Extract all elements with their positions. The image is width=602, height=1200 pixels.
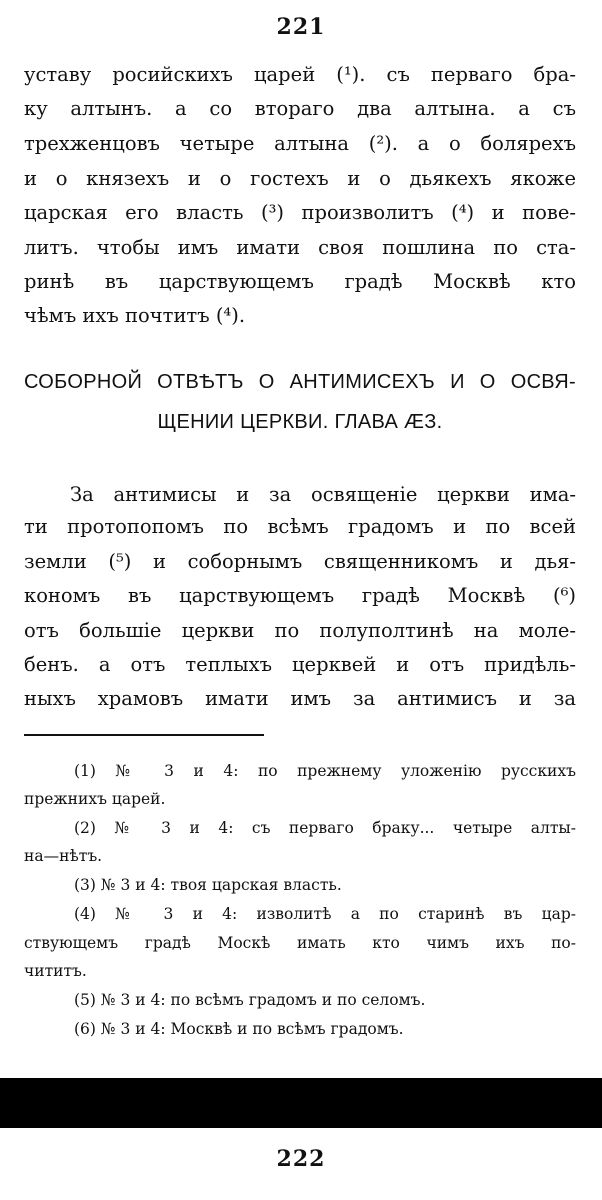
paragraph-line: За антимисы и за освященіе церкви има- <box>70 483 576 506</box>
body-line: царская его власть (³) произволитъ (⁴) и пове- <box>24 201 576 224</box>
body-line: ку алтынъ. а со втораго два алтына. а съ <box>24 97 576 120</box>
paragraph-line: земли (⁵) и соборнымъ священникомъ и дья- <box>24 550 576 573</box>
body-line: литъ. чтобы имъ имати своя пошлина по ста- <box>24 236 576 259</box>
footnote-3: (3) № 3 и 4: твоя царская власть. <box>74 876 342 894</box>
chapter-heading-line2: ЩЕНИИ ЦЕРКВИ. ГЛАВА ӔЗ. <box>157 411 443 433</box>
paragraph-line: кономъ въ царствующемъ градѣ Москвѣ (⁶) <box>24 584 576 607</box>
paragraph-line: ныхъ храмовъ имати имъ за антимисъ и за <box>24 687 576 710</box>
footnote-2: (2) № 3 и 4: съ перваго браку... четыре алты- <box>74 819 576 837</box>
footnote-4-cont: ствующемъ градѣ Москѣ имать кто чимъ ихъ по- <box>24 934 576 952</box>
paragraph-line: ти протопопомъ по всѣмъ градомъ и по всей <box>24 515 576 538</box>
footnote-1-cont: прежнихъ царей. <box>24 790 166 808</box>
footnote-2-cont: на—нѣтъ. <box>24 847 103 865</box>
page-number-top: 221 <box>276 14 326 40</box>
page-number-bottom: 222 <box>276 1146 326 1172</box>
body-line: и о князехъ и о гостехъ и о дьякехъ якоже <box>24 167 576 190</box>
cut-off-text <box>24 1190 576 1200</box>
paragraph-line: отъ большіе церкви по полуполтинѣ на моле- <box>24 619 576 642</box>
paragraph-line: бенъ. а отъ теплыхъ церквей и отъ придѣль- <box>24 653 576 676</box>
body-line: ринѣ въ царствующемъ градѣ Москвѣ кто <box>24 270 576 293</box>
footnote-5: (5) № 3 и 4: по всѣмъ градомъ и по селомъ. <box>74 991 426 1009</box>
footnote-4-cont2: чититъ. <box>24 962 87 980</box>
footnote-rule <box>24 734 264 736</box>
body-line: уставу росийскихъ царей (¹). съ перваго бра- <box>24 63 576 86</box>
body-line: трехженцовъ четыре алтына (²). а о болярехъ <box>24 132 576 155</box>
footnote-4: (4) № 3 и 4: изволитѣ а по старинѣ въ цар- <box>74 905 576 923</box>
footnote-1: (1) № 3 и 4: по прежнему уложенію русскихъ <box>74 762 576 780</box>
page-divider-band <box>0 1078 602 1128</box>
body-line: чѣмъ ихъ почтитъ (⁴). <box>24 304 246 327</box>
footnote-6: (6) № 3 и 4: Москвѣ и по всѣмъ градомъ. <box>74 1020 404 1038</box>
chapter-heading-line1: СОБОРНОЙ ОТВѢТЪ О АНТИМИСЕХЪ И О ОСВЯ- <box>24 371 576 393</box>
